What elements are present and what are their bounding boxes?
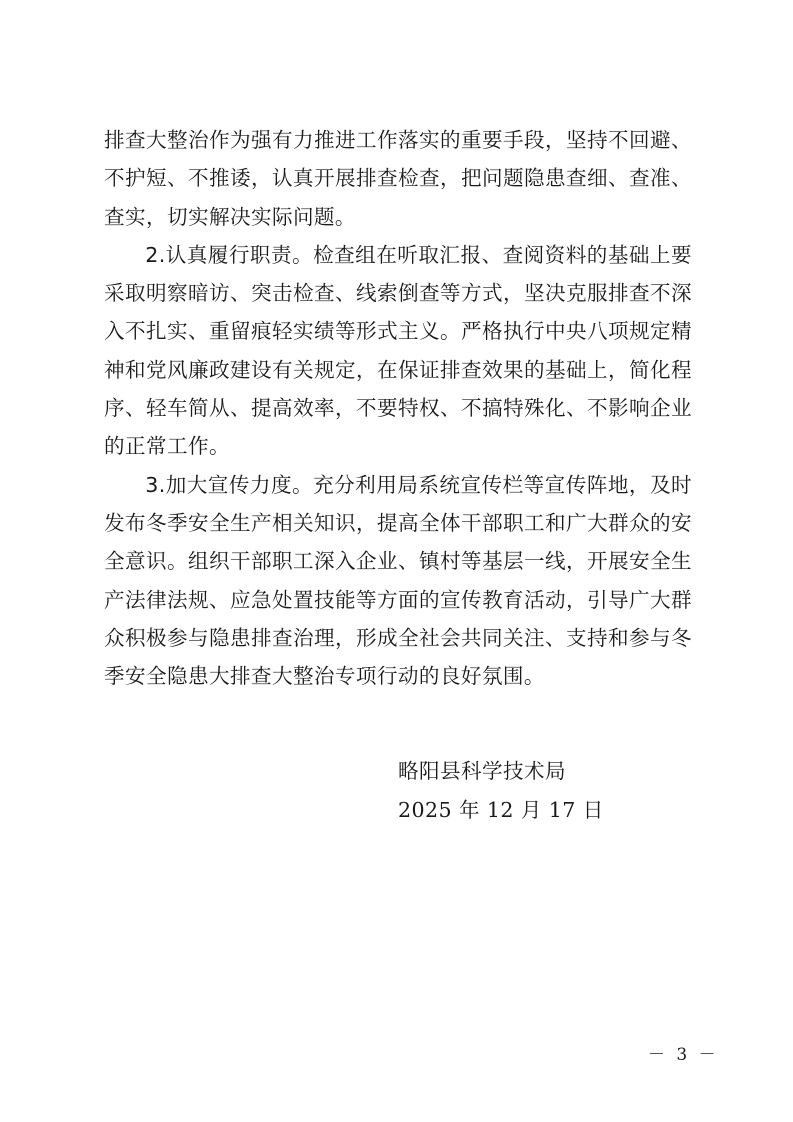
signature-block <box>398 752 604 829</box>
page-number: － 3 － <box>648 1045 719 1065</box>
paragraph-item-3 <box>104 466 692 696</box>
item-3-text: 充分利用局系统宣传栏等宣传阵地，及时发布冬季安全生产相关知识，提高全体干部职工和广大群众的安全意识。组织干部职工深入企业、镇村等基层一线，开展安全生产法律法规、应急处置技能等方面的宣传教育活动，引导广大群众积极参与隐患排查治理，形成全社会共同关注、支持和参与冬季安全隐患大排查大整治专项行动的良好氛围。 <box>104 472 692 689</box>
item-2-heading: 2.认真履行职责。 <box>145 242 314 267</box>
paragraph-continuation: 排查大整治作为强有力推进工作落实的重要手段，坚持不回避、不护短、不推诿，认真开展排查检查，把问题隐患查细、查准、查实，切实解决实际问题。 <box>104 128 692 229</box>
issue-date: 2025 年 12 月 17 日 <box>398 797 604 822</box>
item-3-heading: 3.加大宣传力度。 <box>145 472 314 497</box>
issuing-organization: 略阳县科学技术局 <box>398 759 566 783</box>
document-body <box>104 121 692 695</box>
item-2-text: 检查组在听取汇报、查阅资料的基础上要采取明察暗访、突击检查、线索倒查等方式，坚决克服排查不深入不扎实、重留痕轻实绩等形式主义。严格执行中央八项规定精神和党风廉政建设有关规定，在保证排查效果的基础上，简化程序、轻车简从、提高效率，不要特权、不搞特殊化、不影响企业的正常工作。 <box>104 242 692 459</box>
paragraph-item-2 <box>104 236 692 466</box>
